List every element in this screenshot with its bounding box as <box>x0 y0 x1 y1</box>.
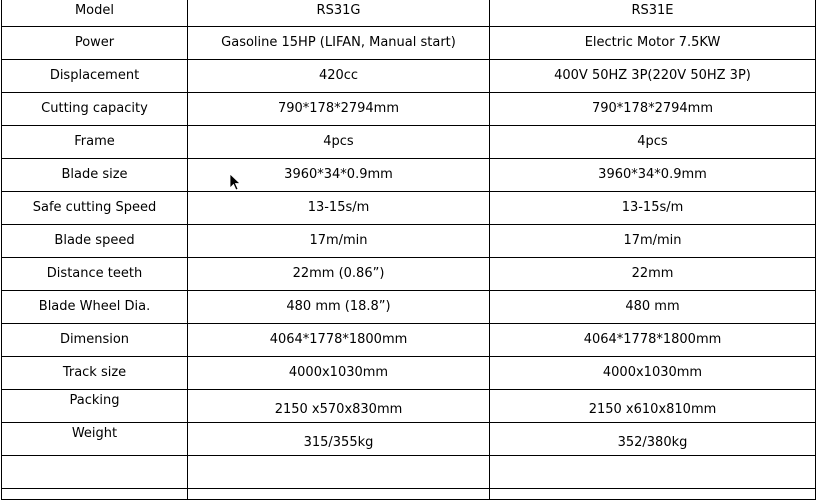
row-value-b <box>490 456 816 489</box>
row-label: Blade Wheel Dia. <box>2 291 188 324</box>
row-value-b: 22mm <box>490 258 816 291</box>
table-row <box>2 357 816 390</box>
table-row <box>2 126 816 159</box>
row-value-b: 13-15s/m <box>490 192 816 225</box>
table-header-row <box>2 0 816 27</box>
row-label: Distance teeth <box>2 258 188 291</box>
row-value-a: 22mm (0.86”) <box>188 258 490 291</box>
row-value-b: 480 mm <box>490 291 816 324</box>
row-value-b: Electric Motor 7.5KW <box>490 27 816 60</box>
row-label: Displacement <box>2 60 188 93</box>
row-value-a: 3960*34*0.9mm <box>188 159 490 192</box>
row-value-b: 4000x1030mm <box>490 357 816 390</box>
row-label <box>2 456 188 489</box>
row-value-a: 4064*1778*1800mm <box>188 324 490 357</box>
table-row <box>2 60 816 93</box>
row-label: Blade size <box>2 159 188 192</box>
table-row <box>2 324 816 357</box>
table-row <box>2 225 816 258</box>
row-value-b: 4064*1778*1800mm <box>490 324 816 357</box>
row-value-b: 400V 50HZ 3P(220V 50HZ 3P) <box>490 60 816 93</box>
row-value-a: 2150 x570x830mm <box>188 390 490 423</box>
row-value-b: 3960*34*0.9mm <box>490 159 816 192</box>
table-row <box>2 291 816 324</box>
row-value-a: 4000x1030mm <box>188 357 490 390</box>
row-value-a: 480 mm (18.8”) <box>188 291 490 324</box>
mouse-pointer-icon <box>229 173 241 191</box>
table-row-empty <box>2 489 816 500</box>
table-row <box>2 93 816 126</box>
row-label: Power <box>2 27 188 60</box>
row-label: Blade speed <box>2 225 188 258</box>
row-label: Frame <box>2 126 188 159</box>
table-row <box>2 390 816 423</box>
row-label: Weight <box>2 423 188 456</box>
row-value-a: 315/355kg <box>188 423 490 456</box>
table-row <box>2 456 816 489</box>
row-label: Packing <box>2 390 188 423</box>
row-value-b: 17m/min <box>490 225 816 258</box>
row-label: Safe cutting Speed <box>2 192 188 225</box>
row-value-b: 4pcs <box>490 126 816 159</box>
header-model-a: RS31G <box>188 0 490 27</box>
table-row <box>2 423 816 456</box>
row-value-a: 13-15s/m <box>188 192 490 225</box>
row-value-a: 420cc <box>188 60 490 93</box>
header-model-b: RS31E <box>490 0 816 27</box>
row-value-a: 4pcs <box>188 126 490 159</box>
table-row <box>2 159 816 192</box>
row-value-a: Gasoline 15HP (LIFAN, Manual start) <box>188 27 490 60</box>
table-row <box>2 27 816 60</box>
row-label: Dimension <box>2 324 188 357</box>
row-label: Track size <box>2 357 188 390</box>
table-row <box>2 192 816 225</box>
row-value-a <box>188 456 490 489</box>
header-label: Model <box>2 0 188 27</box>
row-label: Cutting capacity <box>2 93 188 126</box>
table-row <box>2 258 816 291</box>
spec-table <box>1 0 816 500</box>
row-value-b: 352/380kg <box>490 423 816 456</box>
row-value-b: 790*178*2794mm <box>490 93 816 126</box>
row-value-b: 2150 x610x810mm <box>490 390 816 423</box>
row-value-a: 17m/min <box>188 225 490 258</box>
row-value-a: 790*178*2794mm <box>188 93 490 126</box>
